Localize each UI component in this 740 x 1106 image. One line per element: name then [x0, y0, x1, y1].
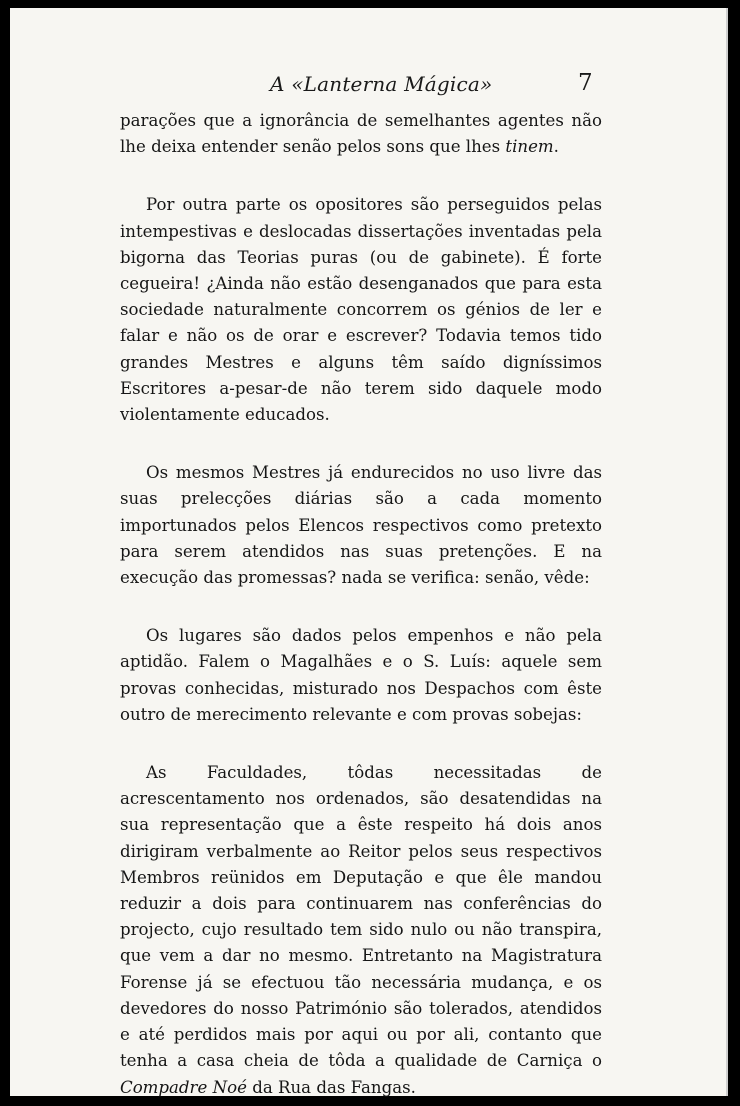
- paragraph-1-text: parações que a ignorância de semelhantes agentes não lhe deixa entender senão pelos sons que lhes: [120, 111, 602, 157]
- paragraph-1-emphasis: tinem: [505, 137, 554, 157]
- paragraph-4: Os lugares são dados pelos empenhos e não pela aptidão. Falem o Magalhães e o S. Luís: aquele sem provas conhecidas, misturado nos Despachos com êste outro de merecimento relevante e com provas sobejas:: [120, 626, 602, 724]
- paragraph-5-end: da Rua das Fangas.: [246, 1077, 416, 1097]
- paragraph-5-text: As Faculdades, tôdas necessitadas de acrescentamento nos ordenados, são desatendidas na sua representação que a êste respeito há dois anos dirigiram verbalmente ao Reitor pelos seus respectivos Membros reünidos em Deputação e que êle mandou reduzir a dois para continuarem nas conferências do projecto, cujo resultado tem sido nulo ou não transpira, que vem a dar no mesmo. Entretanto na Magistratura Forense já se efectuou tão necessária mudança, e os devedores do nosso Património são tolerados, atendidos e até perdidos mais por aqui ou por ali, contanto que tenha a casa cheia de tôda a qualidade de Carniça o: [120, 763, 602, 1071]
- body-text: [120, 108, 602, 1101]
- page-number: 7: [578, 70, 593, 96]
- paragraph-1-end: .: [553, 137, 559, 157]
- book-page: [10, 8, 728, 1096]
- paragraph-3: Os mesmos Mestres já endurecidos no uso livre das suas prelecções diárias são a cada momento importunados pelos Elencos respectivos como pretexto para serem atendidos nas suas pretenções. E na execução das promessas? nada se verifica: senão, vêde:: [120, 463, 602, 588]
- paragraph-1: [120, 108, 602, 160]
- paragraph-2: Por outra parte os opositores são perseguidos pelas intempestivas e deslocadas dissertações inventadas pela bigorna das Teorias puras (ou de gabinete). É forte cegueira! ¿Ainda não estão desenganados que para esta sociedade naturalmente concorrem os génios de ler e falar e não os de orar e escrever? Todavia temos tido grandes Mestres e alguns têm saído digníssimos Escritores a-pesar-de não terem sido daquele modo violentamente educados.: [120, 195, 602, 425]
- paragraph-5-emphasis: Compadre Noé: [120, 1077, 247, 1097]
- running-title: A «Lanterna Mágica»: [270, 72, 493, 96]
- paragraph-5: [120, 760, 602, 1101]
- running-header: [10, 70, 728, 104]
